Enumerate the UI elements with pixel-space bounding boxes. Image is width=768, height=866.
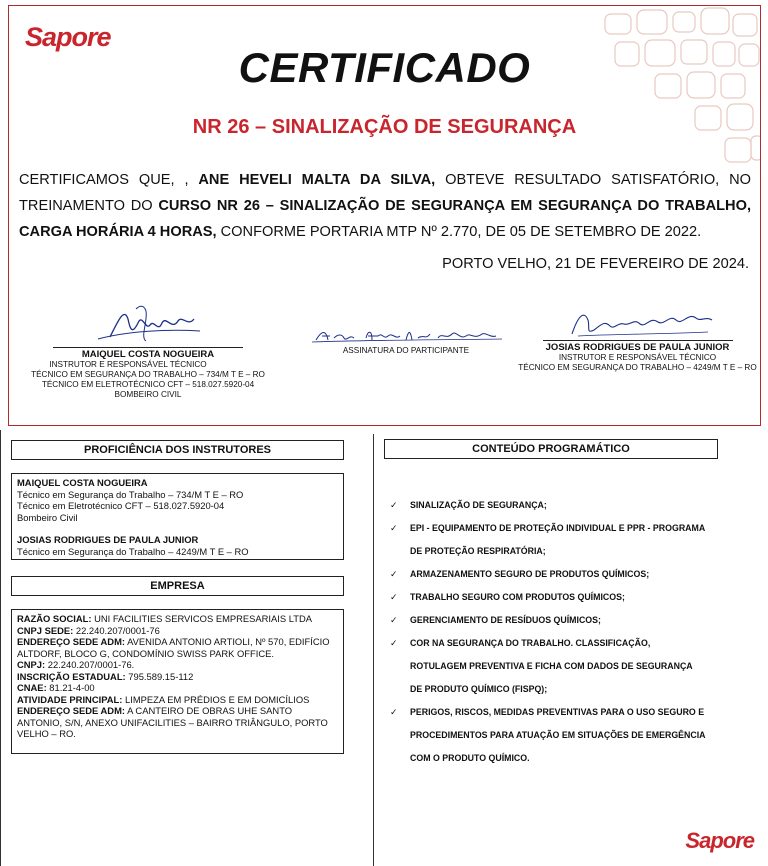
field-value: 795.589.15-112 — [125, 670, 194, 682]
signature-line — [53, 347, 243, 348]
check-icon: ✓ — [390, 615, 398, 625]
item-text: DE PRODUTO QUÍMICO (FISPQ); — [410, 684, 548, 694]
check-icon: ✓ — [390, 707, 398, 717]
field-label: CNPJ SEDE: — [17, 624, 74, 636]
field-label: ATIVIDADE PRINCIPAL: — [17, 693, 123, 705]
certificate-subtitle: NR 26 – SINALIZAÇÃO DE SEGURANÇA — [192, 116, 577, 138]
handwritten-signature-right — [558, 306, 718, 340]
field-value: UNI FACILITIES SERVICOS EMPRESARIAIS LTDA — [91, 613, 313, 624]
sapore-logo-footer: Sapore — [685, 828, 754, 853]
field-label: CNPJ: — [17, 659, 46, 670]
instructor-credential: Técnico em Segurança do Trabalho – 734/M T E – RO — [17, 488, 244, 500]
field-value: A CANTEIRO DE OBRAS UHE SANTO ANTONIO, S/N, ANEXO UNIFACILITIES – BAIRRO TRIÂNGULO, PORTO VELHO – RO. — [17, 705, 328, 739]
field-label: CNAE: — [17, 682, 47, 693]
check-icon: ✓ — [390, 500, 398, 510]
field-label: ENDEREÇO SEDE ADM: — [17, 705, 125, 716]
statement-part: CERTIFICAMOS QUE, , — [19, 172, 199, 188]
program-heading: CONTEÚDO PROGRAMÁTICO — [384, 439, 718, 459]
signature-block-right — [515, 306, 760, 373]
list-item — [390, 517, 750, 563]
sapore-logo: Sapore — [25, 22, 111, 52]
item-text: COM O PRODUTO QUÍMICO. — [410, 753, 530, 763]
statement-part: CONFORME PORTARIA MTP Nº 2.770, DE 05 DE SETEMBRO DE 2022. — [216, 224, 702, 240]
field-label: RAZÃO SOCIAL: — [17, 613, 92, 624]
item-text: ARMAZENAMENTO SEGURO DE PRODUTOS QUÍMICOS; — [410, 569, 650, 579]
item-text: SINALIZAÇÃO DE SEGURANÇA; — [410, 500, 547, 510]
place-date: PORTO VELHO, 21 DE FEVEREIRO DE 2024. — [442, 256, 749, 272]
signer-role-line: TÉCNICO EM SEGURANÇA DO TRABALHO – 4249/M T E – RO — [518, 363, 757, 372]
page-edge-line — [0, 430, 1, 866]
statement-part: OBTEVE RESULTADO SATISFATÓRIO, NO TREINAMENTO DO — [19, 172, 751, 214]
signer-role-line: TÉCNICO EM SEGURANÇA DO TRABALHO – 734/M T E – RO — [31, 370, 265, 379]
participant-signature-label: ASSINATURA DO PARTICIPANTE — [342, 346, 470, 355]
column-divider — [373, 434, 374, 866]
item-text: EPI - EQUIPAMENTO DE PROTEÇÃO INDIVIDUAL E PPR - PROGRAMA — [410, 523, 706, 533]
company-box — [11, 609, 344, 754]
check-icon: ✓ — [390, 523, 398, 533]
item-text: TRABALHO SEGURO COM PRODUTOS QUÍMICOS; — [410, 592, 625, 602]
signature-block-left — [23, 301, 273, 400]
signature-line — [543, 340, 733, 341]
check-icon: ✓ — [390, 592, 398, 602]
field-value: AVENIDA ANTONIO ARTIOLI, Nº 570, EDIFÍCIO ALTDORF, BLOCO G, CONDOMÍNIO SWISS PARK OFFICE. — [17, 636, 330, 659]
list-item — [390, 563, 750, 586]
signature-block-participant — [301, 324, 511, 356]
item-text: GERENCIAMENTO DE RESÍDUOS QUÍMICOS; — [410, 615, 601, 625]
instructor-name: JOSIAS RODRIGUES DE PAULA JUNIOR — [17, 534, 199, 545]
company-field — [17, 636, 338, 659]
check-icon: ✓ — [390, 569, 398, 579]
list-item — [390, 609, 750, 632]
list-item — [390, 586, 750, 609]
certificate-panel — [8, 5, 761, 426]
course-name: CURSO NR 26 – SINALIZAÇÃO DE SEGURANÇA EM SEGURANÇA DO TRABALHO, — [158, 198, 751, 214]
instructor-credential: Bombeiro Civil — [17, 511, 78, 523]
check-icon: ✓ — [390, 638, 398, 648]
field-value: 81.21-4-00 — [46, 682, 95, 693]
program-list — [390, 494, 750, 770]
list-item — [390, 494, 750, 517]
company-field — [17, 682, 338, 694]
field-value: 22.240.207/0001-76 — [73, 624, 160, 636]
company-field — [17, 705, 338, 740]
field-label: ENDEREÇO SEDE ADM: — [17, 636, 125, 647]
signer-role-line: INSTRUTOR E RESPONSÁVEL TÉCNICO — [558, 353, 717, 362]
signer-role-line: INSTRUTOR E RESPONSÁVEL TÉCNICO — [49, 360, 207, 369]
item-text: PROCEDIMENTOS PARA ATUAÇÃO EM SITUAÇÕES DE EMERGÊNCIA — [410, 730, 706, 740]
list-item — [390, 632, 750, 701]
handwritten-signature-participant — [306, 324, 506, 346]
signer-name-left: MAIQUEL COSTA NOGUEIRA — [81, 349, 215, 360]
signer-role-line: TÉCNICO EM ELETROTÉCNICO CFT – 518.027.5920-04 — [41, 380, 255, 389]
field-value: LIMPEZA EM PRÉDIOS E EM DOMICÍLIOS — [122, 693, 310, 705]
list-item — [390, 701, 750, 770]
certificate-title: CERTIFICADO — [238, 44, 531, 91]
company-heading: EMPRESA — [11, 576, 344, 596]
certificate-statement — [19, 167, 751, 245]
participant-name: ANE HEVELI MALTA DA SILVA, — [198, 172, 436, 188]
company-field — [17, 659, 338, 671]
item-text: PERIGOS, RISCOS, MEDIDAS PREVENTIVAS PARA O USO SEGURO E — [410, 707, 705, 717]
field-label: INSCRIÇÃO ESTADUAL: — [17, 670, 126, 682]
proficiency-heading: PROFICIÊNCIA DOS INSTRUTORES — [11, 440, 344, 460]
signer-name-right: JOSIAS RODRIGUES DE PAULA JUNIOR — [545, 342, 730, 353]
field-value: 22.240.207/0001-76. — [45, 659, 135, 670]
instructor-credential: Técnico em Segurança do Trabalho – 4249/M T E – RO — [17, 545, 249, 557]
instructor-credential: Técnico em Eletrotécnico CFT – 518.027.5920-04 — [17, 500, 225, 511]
company-field — [17, 671, 338, 683]
company-field — [17, 613, 338, 625]
company-field — [17, 625, 338, 637]
course-hours: CARGA HORÁRIA 4 HORAS, — [19, 224, 217, 240]
item-text: DE PROTEÇÃO RESPIRATÓRIA; — [410, 546, 546, 556]
handwritten-signature-left — [88, 301, 208, 347]
item-text: COR NA SEGURANÇA DO TRABALHO. CLASSIFICAÇÃO, — [410, 638, 651, 648]
company-field — [17, 694, 338, 706]
instructor-name: MAIQUEL COSTA NOGUEIRA — [17, 477, 148, 488]
item-text: ROTULAGEM PREVENTIVA E FICHA COM DADOS DE SEGURANÇA — [410, 661, 693, 671]
proficiency-box — [11, 473, 344, 560]
signer-role-line: BOMBEIRO CIVIL — [114, 390, 182, 399]
